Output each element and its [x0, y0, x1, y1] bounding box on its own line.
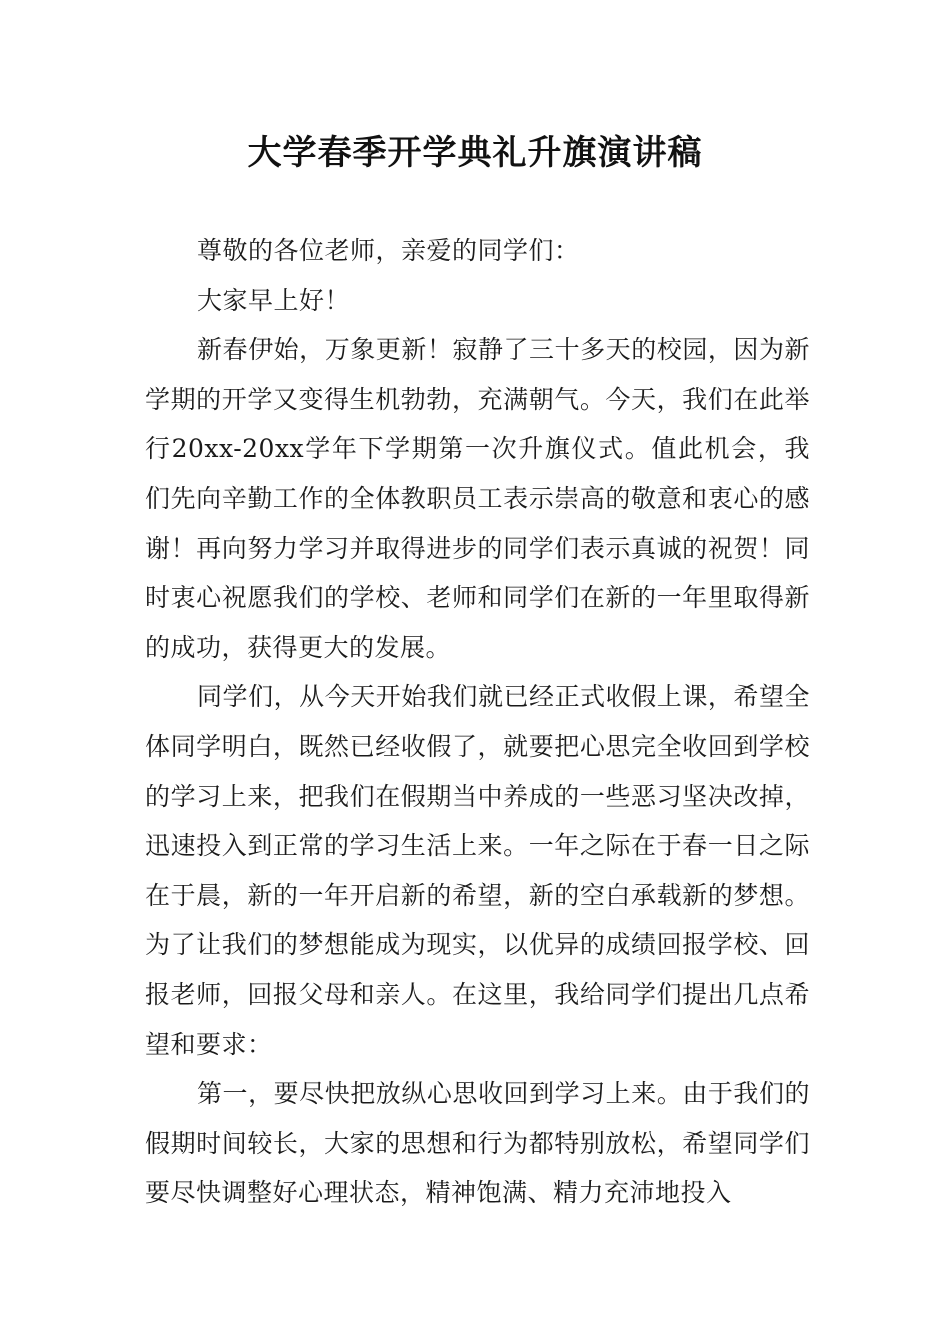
document-body: [145, 226, 810, 1218]
salutation-paragraph: 尊敬的各位老师，亲爱的同学们：: [197, 236, 580, 265]
greeting-paragraph: 大家早上好！: [197, 285, 351, 315]
body-paragraph-1: 新春伊始，万象更新！寂静了三十多天的校园，因为新学期的开学又变得生机勃勃，充满朝气。今天，我们在此举行20xx-20xx学年下学期第一次升旗仪式。值此机会，我们先向辛勤工作的全体教职员工表示崇高的敬意和衷心的感谢！再向努力学习并取得进步的同学们表示真诚的祝贺！同时衷心祝愿我们的学校、老师和同学们在新的一年里取得新的成功，获得更大的发展。: [145, 335, 810, 662]
body-paragraph-3: 第一，要尽快把放纵心思收回到学习上来。由于我们的假期时间较长，大家的思想和行为都特别放松，希望同学们要尽快调整好心理状态，精神饱满、精力充沛地投入: [145, 1079, 810, 1208]
body-paragraph-2: 同学们，从今天开始我们就已经正式收假上课，希望全体同学明白，既然已经收假了，就要把心思完全收回到学校的学习上来，把我们在假期当中养成的一些恶习坚决改掉，迅速投入到正常的学习生活上来。一年之际在于春一日之际在于晨，新的一年开启新的希望，新的空白承载新的梦想。为了让我们的梦想能成为现实，以优异的成绩回报学校、回报老师，回报父母和亲人。在这里，我给同学们提出几点希望和要求：: [145, 682, 810, 1059]
document-title: 大学春季开学典礼升旗演讲稿: [247, 133, 703, 173]
